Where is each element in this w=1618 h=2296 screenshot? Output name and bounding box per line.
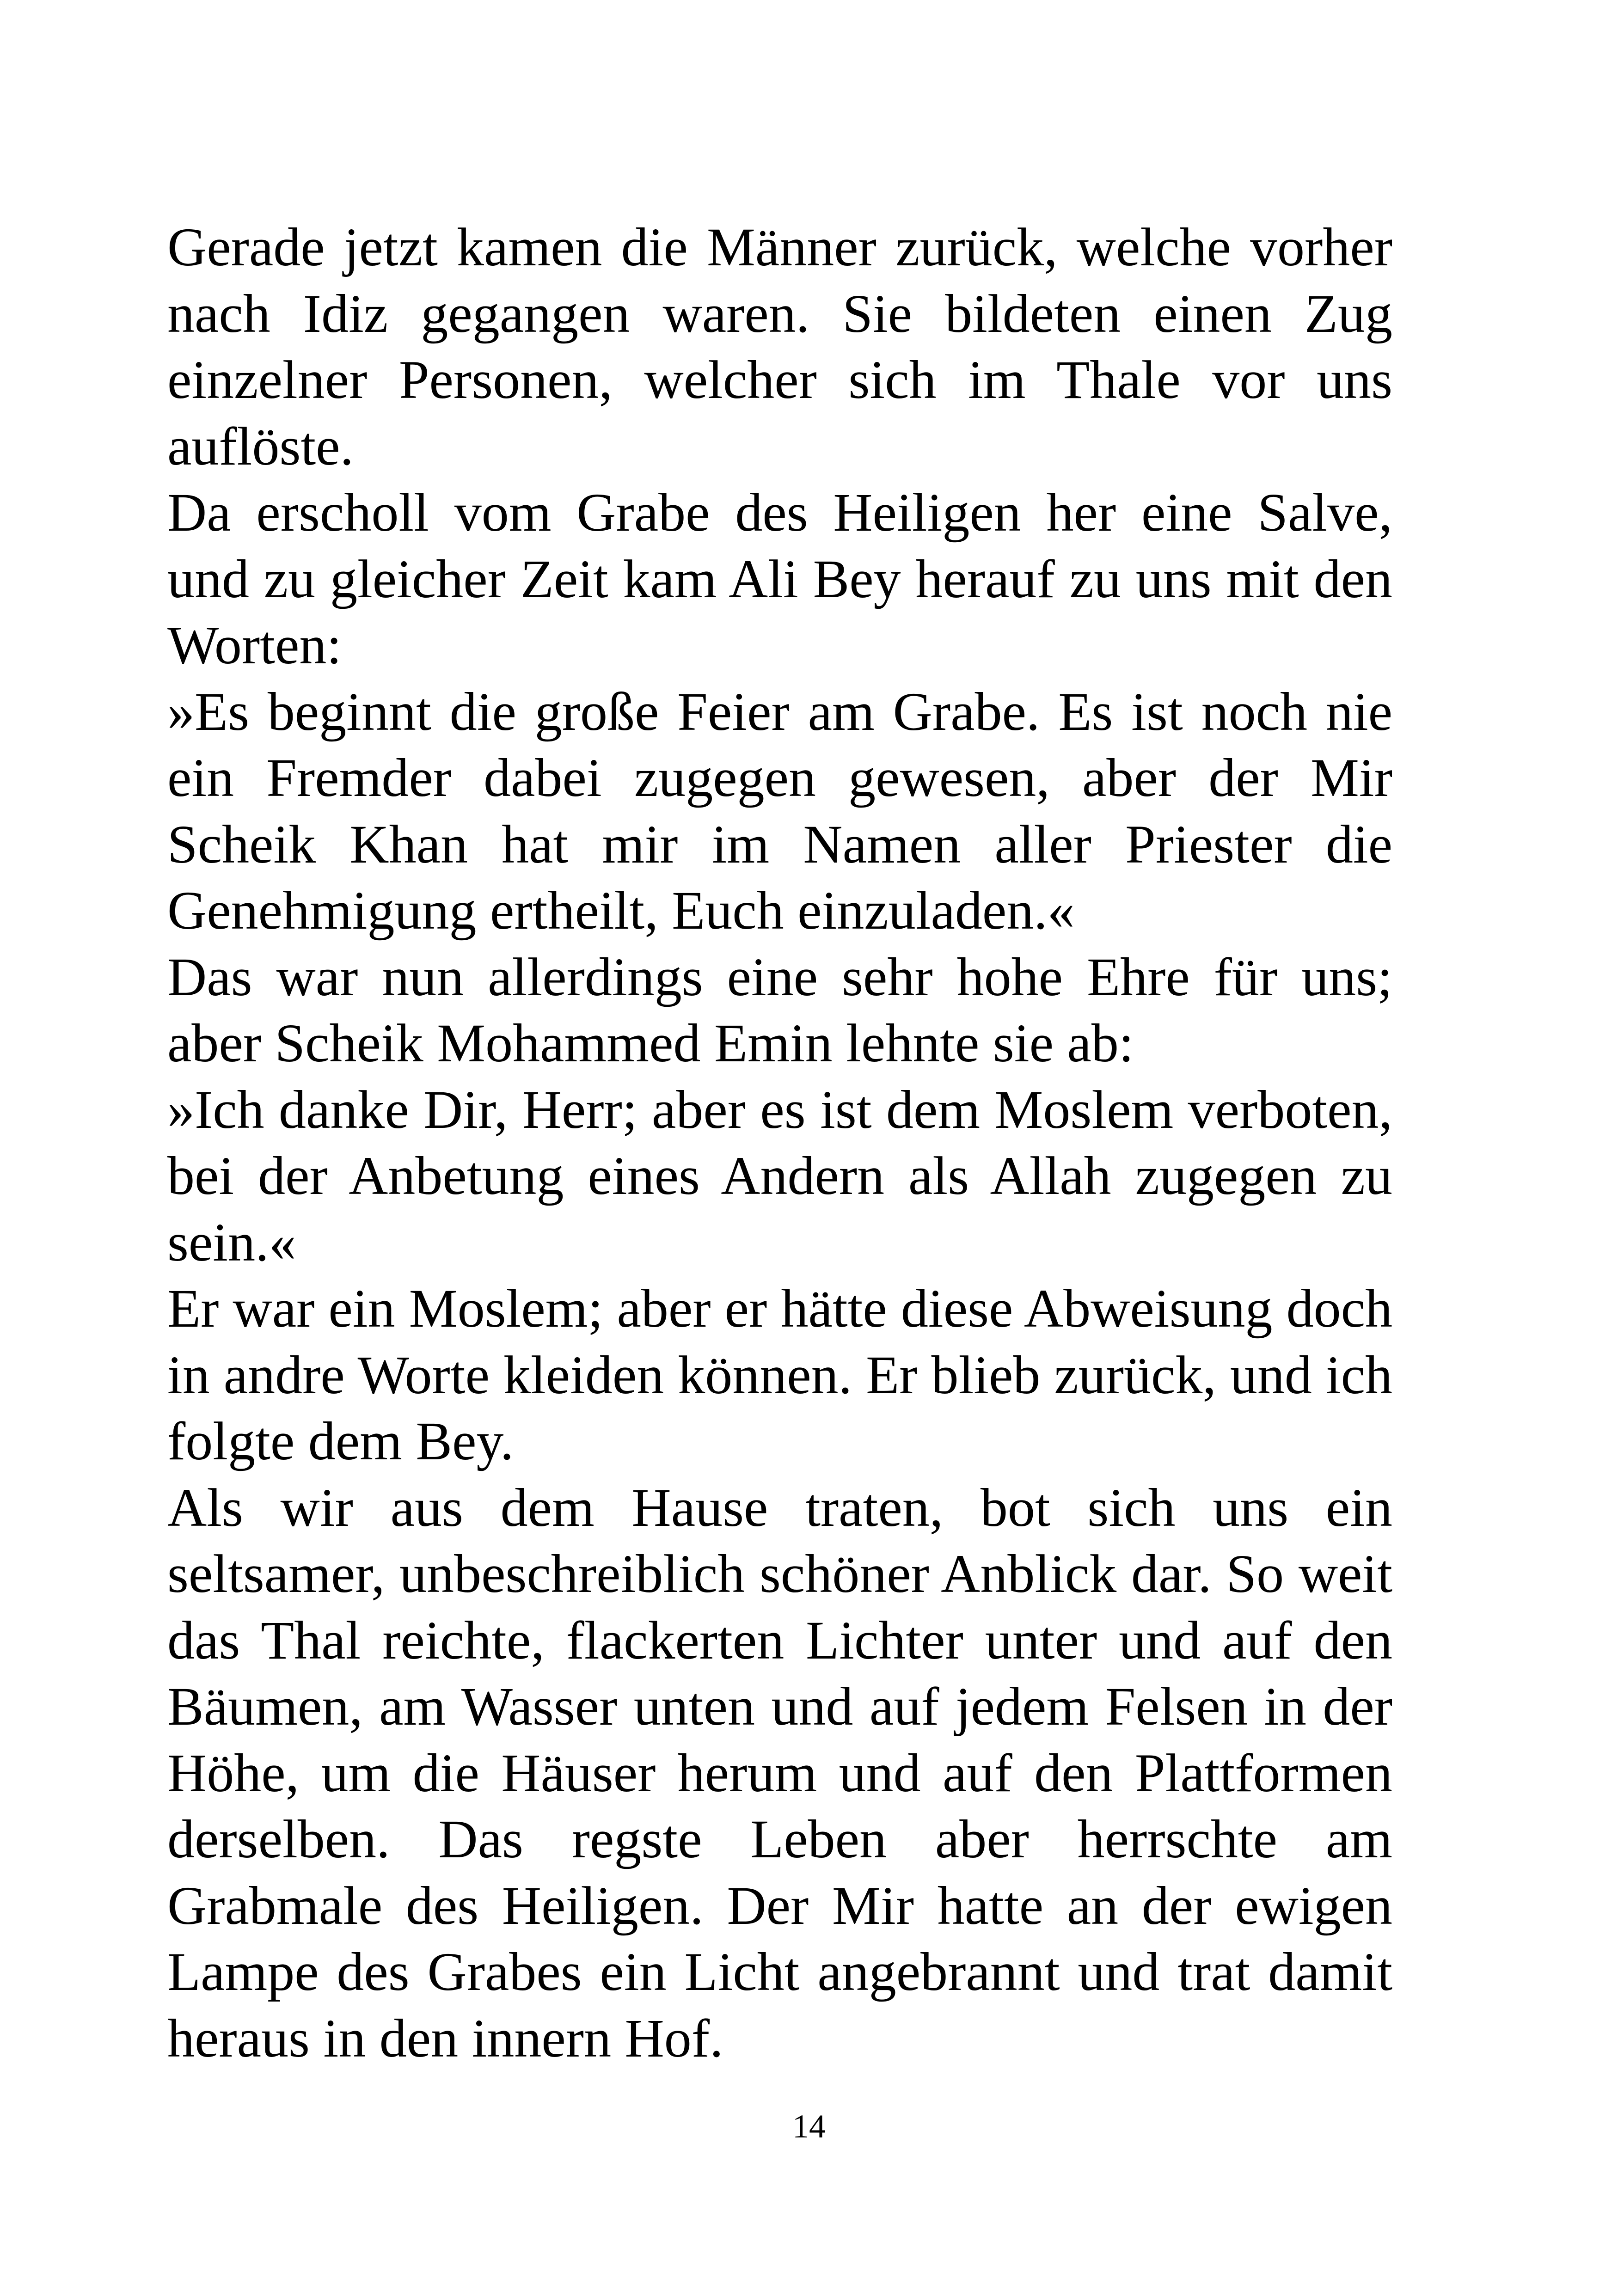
- paragraph-3: »Es beginnt die große Feier am Grabe. Es ist noch nie ein Fremder dabei zugegen gewesen, aber der Mir Scheik Khan hat mir im Namen aller Priester die Genehmigung ertheilt, Euch einzuladen.«: [167, 681, 1392, 941]
- paragraph-5: »Ich danke Dir, Herr; aber es ist dem Moslem verboten, bei der Anbetung eines Andern als Allah zugegen zu sein.«: [167, 1079, 1392, 1273]
- body-text: [167, 214, 1392, 2071]
- paragraph-1: Gerade jetzt kamen die Männer zurück, welche vorher nach Idiz gegangen waren. Sie bildeten einen Zug einzelner Personen, welcher sich im Thale vor uns auflöste.: [167, 217, 1392, 477]
- paragraph-2: Da erscholl vom Grabe des Heiligen her eine Salve, und zu gleicher Zeit kam Ali Bey herauf zu uns mit den Worten:: [167, 482, 1392, 675]
- paragraph-4: Das war nun allerdings eine sehr hohe Ehre für uns; aber Scheik Mohammed Emin lehnte sie ab:: [167, 946, 1392, 1073]
- paragraph-7: Als wir aus dem Hause traten, bot sich uns ein seltsamer, unbeschreiblich schöner Anblick dar. So weit das Thal reichte, flackerten Lichter unter und auf den Bäumen, am Wasser unten und auf jedem Felsen in der Höhe, um die Häuser herum und auf den Plattformen derselben. Das regste Leben aber herrschte am Grabmale des Heiligen. Der Mir hatte an der ewigen Lampe des Grabes ein Licht angebrannt und trat damit heraus in den innern Hof.: [167, 1477, 1392, 2069]
- paragraph-6: Er war ein Moslem; aber er hätte diese Abweisung doch in andre Worte kleiden können. Er blieb zurück, und ich folgte dem Bey.: [167, 1278, 1392, 1471]
- page-number: 14: [792, 2108, 826, 2145]
